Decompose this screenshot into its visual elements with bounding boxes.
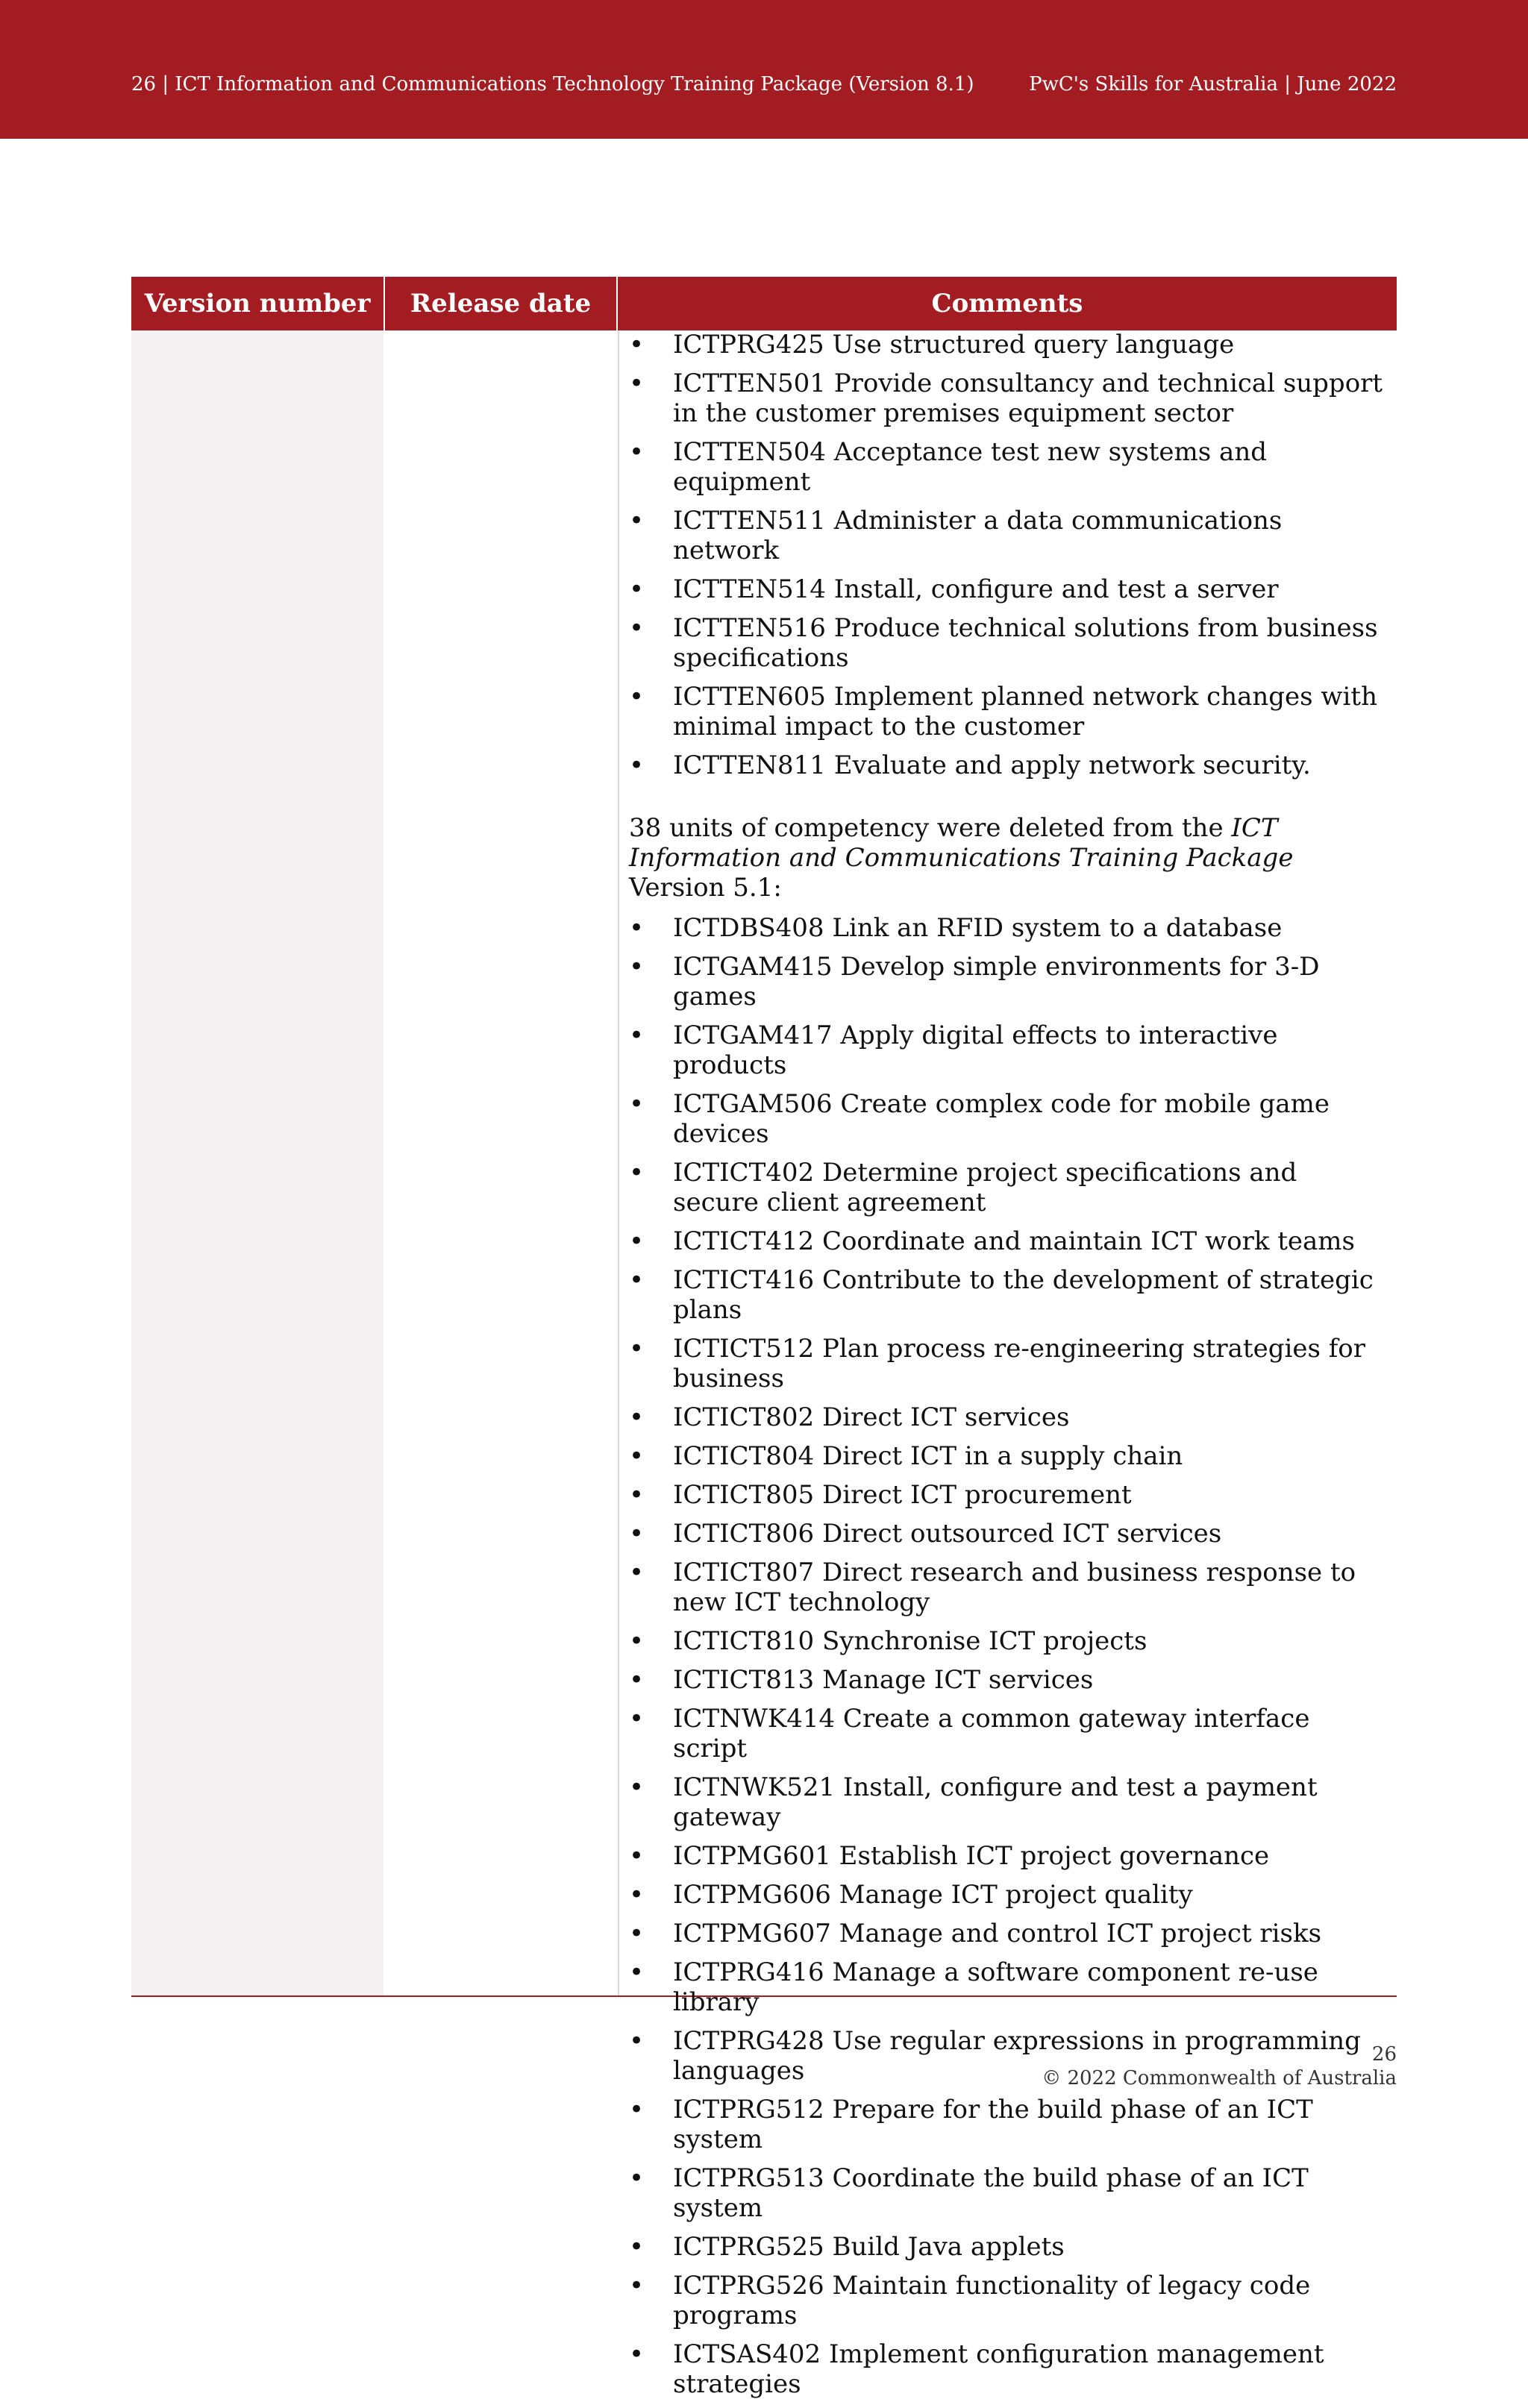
unit-text: ICTPRG526 Maintain functionality of legacy code programs [673, 2271, 1311, 2330]
list-item [629, 2095, 1390, 2154]
unit-text: ICTGAM415 Develop simple environments for 3-D games [673, 952, 1320, 1012]
list-item [629, 750, 1390, 780]
unit-text: ICTICT416 Contribute to the development of strategic plans [673, 1265, 1374, 1325]
list-item [629, 952, 1390, 1012]
bullet-icon: • [629, 2339, 645, 2369]
unit-text: ICTGAM417 Apply digital effects to interactive products [673, 1020, 1278, 1080]
column-header-comments: Comments [931, 289, 1083, 319]
list-item [629, 1480, 1390, 1510]
list-item [629, 1558, 1390, 1617]
list-item [629, 506, 1390, 565]
list-item [629, 1880, 1390, 1910]
bullet-icon: • [629, 682, 645, 712]
list-item [629, 1158, 1390, 1217]
list-item [629, 1089, 1390, 1149]
bullet-icon: • [629, 1772, 645, 1802]
comments-content [629, 330, 1390, 2408]
unit-text: ICTPRG525 Build Java applets [673, 2232, 1065, 2262]
bullet-icon: • [629, 1334, 645, 1364]
unit-text: ICTTEN605 Implement planned network changes with minimal impact to the customer [673, 682, 1377, 741]
unit-text: ICTICT806 Direct outsourced ICT services [673, 1519, 1222, 1549]
unit-text: ICTTEN514 Install, configure and test a server [673, 574, 1279, 604]
bullet-icon: • [629, 330, 645, 360]
list-item [629, 437, 1390, 497]
unit-text: ICTICT804 Direct ICT in a supply chain [673, 1441, 1183, 1471]
unit-text: ICTICT512 Plan process re-engineering strategies for business [673, 1334, 1366, 1393]
bullet-icon: • [629, 1020, 645, 1050]
unit-text: ICTTEN516 Produce technical solutions from business specifications [673, 613, 1378, 673]
list-item [629, 1402, 1390, 1432]
bullet-icon: • [629, 2232, 645, 2262]
deleted-units-list [629, 913, 1390, 2399]
unit-text: ICTPRG425 Use structured query language [673, 330, 1235, 360]
unit-text: ICTICT402 Determine project specifications and secure client agreement [673, 1158, 1297, 1217]
column-header-version-number: Version number [131, 277, 385, 330]
bullet-icon: • [629, 1558, 645, 1587]
bullet-icon: • [629, 1841, 645, 1871]
bullet-icon: • [629, 2271, 645, 2301]
unit-text: ICTICT802 Direct ICT services [673, 1402, 1070, 1432]
unit-text: ICTTEN501 Provide consultancy and technical support in the customer premises equipment sector [673, 369, 1383, 428]
list-item [629, 369, 1390, 428]
header-publisher-date: PwC's Skills for Australia | June 2022 [1029, 73, 1397, 95]
bullet-icon: • [629, 574, 645, 604]
unit-text: ICTSAS402 Implement configuration management strategies [673, 2339, 1324, 2399]
deleted-intro-package-title: ICT Information and Communications Training Package [629, 813, 1294, 873]
unit-text: ICTNWK414 Create a common gateway interface script [673, 1704, 1310, 1763]
list-item [629, 1334, 1390, 1393]
bullet-icon: • [629, 1665, 645, 1695]
unit-text: ICTICT807 Direct research and business response to new ICT technology [673, 1558, 1356, 1617]
list-item [629, 574, 1390, 604]
unit-text: ICTPRG416 Manage a software component re-use library [673, 1957, 1318, 2017]
release-date-cell [385, 330, 618, 1995]
unit-text: ICTTEN811 Evaluate and apply network security. [673, 750, 1311, 780]
list-item [629, 2163, 1390, 2223]
page-footer [1042, 2042, 1397, 2090]
list-item [629, 1226, 1390, 1256]
list-item [629, 1665, 1390, 1695]
bullet-icon: • [629, 2095, 645, 2125]
bullet-icon: • [629, 1441, 645, 1471]
unit-text: ICTTEN504 Acceptance test new systems and equipment [673, 437, 1267, 497]
table-header-row [131, 277, 1397, 330]
unit-text: ICTICT813 Manage ICT services [673, 1665, 1094, 1695]
list-item [629, 1441, 1390, 1471]
added-units-list [629, 330, 1390, 780]
bullet-icon: • [629, 1704, 645, 1734]
list-item [629, 913, 1390, 943]
footer-copyright: © 2022 Commonwealth of Australia [1042, 2067, 1397, 2089]
column-header-release-date: Release date [385, 277, 618, 330]
list-item [629, 1772, 1390, 1832]
unit-text: ICTPRG513 Coordinate the build phase of an ICT system [673, 2163, 1309, 2223]
unit-text: ICTTEN511 Administer a data communications network [673, 506, 1283, 565]
unit-text: ICTDBS408 Link an RFID system to a database [673, 913, 1283, 943]
bullet-icon: • [629, 913, 645, 943]
list-item [629, 2232, 1390, 2262]
list-item [629, 2271, 1390, 2330]
bullet-icon: • [629, 952, 645, 982]
deleted-units-intro [629, 813, 1390, 903]
list-item [629, 1020, 1390, 1080]
bullet-icon: • [629, 1226, 645, 1256]
list-item [629, 682, 1390, 741]
bullet-icon: • [629, 1626, 645, 1656]
list-item [629, 2339, 1390, 2399]
bullet-icon: • [629, 1089, 645, 1119]
unit-text: ICTNWK521 Install, configure and test a payment gateway [673, 1772, 1318, 1832]
unit-text: ICTPRG512 Prepare for the build phase of an ICT system [673, 2095, 1313, 2154]
footer-page-number: 26 [1371, 2043, 1397, 2066]
unit-text: ICTGAM506 Create complex code for mobile game devices [673, 1089, 1330, 1149]
list-item [629, 1841, 1390, 1871]
bullet-icon: • [629, 1880, 645, 1910]
list-item [629, 330, 1390, 360]
list-item [629, 1957, 1390, 2017]
version-number-cell [131, 330, 383, 1995]
bullet-icon: • [629, 1919, 645, 1948]
bullet-icon: • [629, 1265, 645, 1295]
list-item [629, 1519, 1390, 1549]
bullet-icon: • [629, 1480, 645, 1510]
list-item [629, 1704, 1390, 1763]
page-header [0, 0, 1528, 139]
bullet-icon: • [629, 1402, 645, 1432]
bullet-icon: • [629, 437, 645, 467]
unit-text: ICTICT805 Direct ICT procurement [673, 1480, 1132, 1510]
list-item [629, 1626, 1390, 1656]
bullet-icon: • [629, 2163, 645, 2193]
unit-text: ICTPMG606 Manage ICT project quality [673, 1880, 1193, 1910]
bullet-icon: • [629, 506, 645, 536]
bullet-icon: • [629, 1957, 645, 1987]
bullet-icon: • [629, 1519, 645, 1549]
header-document-title: 26 | ICT Information and Communications Technology Training Package (Version 8.1) [131, 73, 974, 95]
unit-text: ICTICT810 Synchronise ICT projects [673, 1626, 1147, 1656]
bullet-icon: • [629, 1158, 645, 1188]
bullet-icon: • [629, 750, 645, 780]
list-item [629, 1919, 1390, 1948]
list-item [629, 1265, 1390, 1325]
list-item [629, 613, 1390, 673]
bullet-icon: • [629, 2026, 645, 2056]
unit-text: ICTPMG601 Establish ICT project governance [673, 1841, 1270, 1871]
deleted-intro-before: 38 units of competency were deleted from the [629, 813, 1232, 843]
unit-text: ICTPMG607 Manage and control ICT project risks [673, 1919, 1322, 1948]
unit-text: ICTPRG428 Use regular expressions in programming languages [673, 2026, 1361, 2086]
bullet-icon: • [629, 369, 645, 398]
bullet-icon: • [629, 613, 645, 643]
deleted-intro-after: Version 5.1: [629, 873, 782, 903]
unit-text: ICTICT412 Coordinate and maintain ICT work teams [673, 1226, 1355, 1256]
